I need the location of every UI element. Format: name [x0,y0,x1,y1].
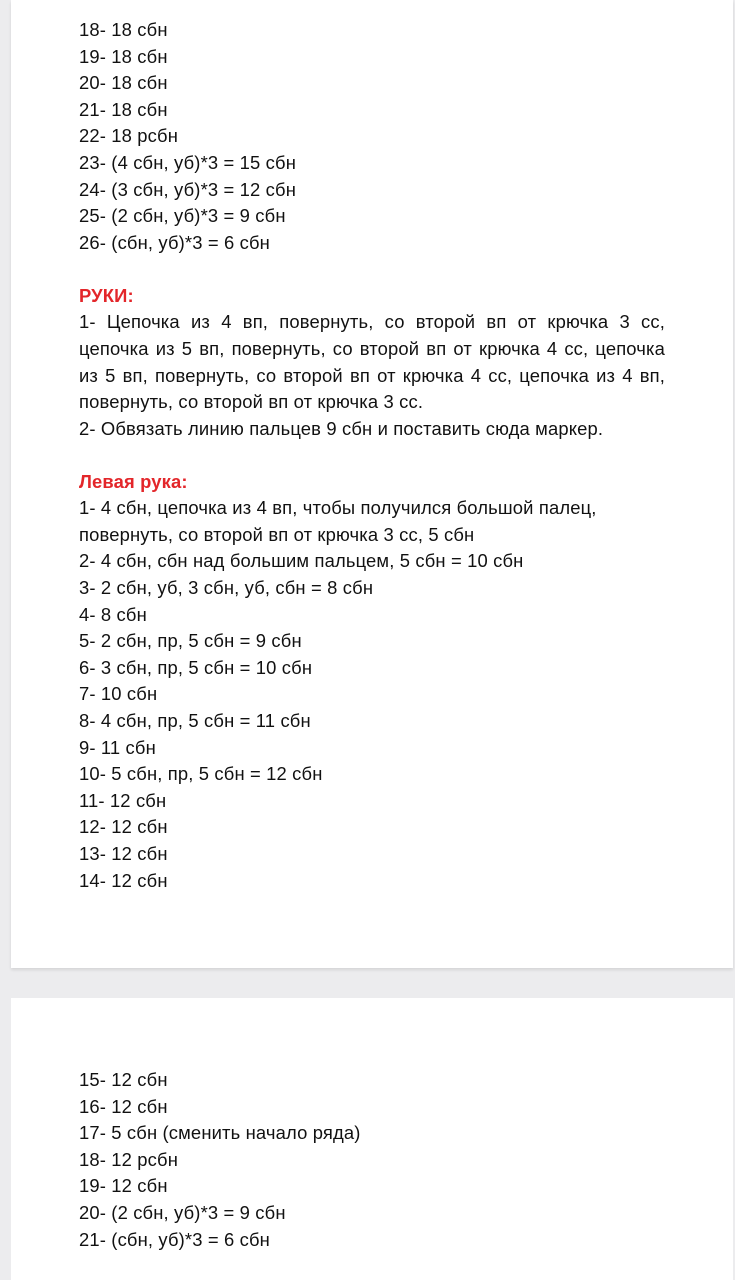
page-1-content [79,17,665,894]
left-arm-step-1: 1- 4 сбн, цепочка из 4 вп, чтобы получился большой палец, повернуть, со второй вп от крючка 3 сс, 5 сбн [79,497,597,545]
left-arm-heading: Левая рука: [79,470,188,492]
pattern-row: 26- (сбн, уб)*3 = 6 сбн [79,231,270,253]
pattern-row: 13- 12 сбн [79,843,168,864]
pattern-row: 18- 18 сбн [79,19,168,40]
pattern-row: 10- 5 сбн, пр, 5 сбн = 12 сбн [79,763,323,785]
arms-heading: РУКИ: [79,284,134,306]
section-spacer [79,256,665,282]
pattern-row: 25- (2 сбн, уб)*3 = 9 сбн [79,205,286,227]
section-spacer [79,442,665,468]
pattern-row: 3- 2 сбн, уб, 3 сбн, уб, сбн = 8 сбн [79,577,374,599]
pattern-row: 24- (3 сбн, уб)*3 = 12 сбн [79,178,297,200]
pattern-row: 2- 4 сбн, сбн над большим пальцем, 5 сбн = 10 сбн [79,550,524,572]
pattern-row: 9- 11 сбн [79,736,156,758]
pattern-row: 11- 12 сбн [79,789,167,811]
pattern-row: 23- (4 сбн, уб)*3 = 15 сбн [79,151,297,173]
pattern-row: 15- 12 сбн [79,1069,168,1090]
pattern-row: 20- 18 сбн [79,72,168,94]
pattern-row: 8- 4 сбн, пр, 5 сбн = 11 сбн [79,710,311,732]
pattern-row: 6- 3 сбн, пр, 5 сбн = 10 сбн [79,656,313,678]
page-2-content [79,1067,665,1253]
arms-step-1: 1- Цепочка из 4 вп, повернуть, со второй вп от крючка 3 сс, цепочка из 5 вп, повернуть, со второй вп от крючка 4 сс, цепочка из 5 вп, повернуть, со второй вп от крючка 4 сс, цепочка из 4 вп, повернуть, со второй вп от крючка 3 сс. [79,311,665,413]
pattern-row: 18- 12 рсбн [79,1148,179,1170]
pattern-row: 21- 18 сбн [79,98,168,120]
pattern-row: 16- 12 сбн [79,1095,168,1117]
pattern-row: 4- 8 сбн [79,603,147,625]
pattern-row: 19- 12 сбн [79,1175,168,1197]
document-page-2 [11,998,733,1280]
pattern-row: 21- (сбн, уб)*3 = 6 сбн [79,1228,270,1250]
arms-step-2: 2- Обвязать линию пальцев 9 сбн и поставить сюда маркер. [79,417,604,439]
pattern-row: 14- 12 сбн [79,869,168,891]
pattern-row: 7- 10 сбн [79,683,158,705]
pattern-row: 19- 18 сбн [79,45,168,67]
pattern-row: 20- (2 сбн, уб)*3 = 9 сбн [79,1201,286,1223]
document-page-1 [11,0,733,968]
pattern-row: 5- 2 сбн, пр, 5 сбн = 9 сбн [79,630,302,652]
pattern-row: 22- 18 рсбн [79,125,179,147]
pattern-row: 17- 5 сбн (сменить начало ряда) [79,1122,361,1144]
pattern-row: 12- 12 сбн [79,816,168,838]
